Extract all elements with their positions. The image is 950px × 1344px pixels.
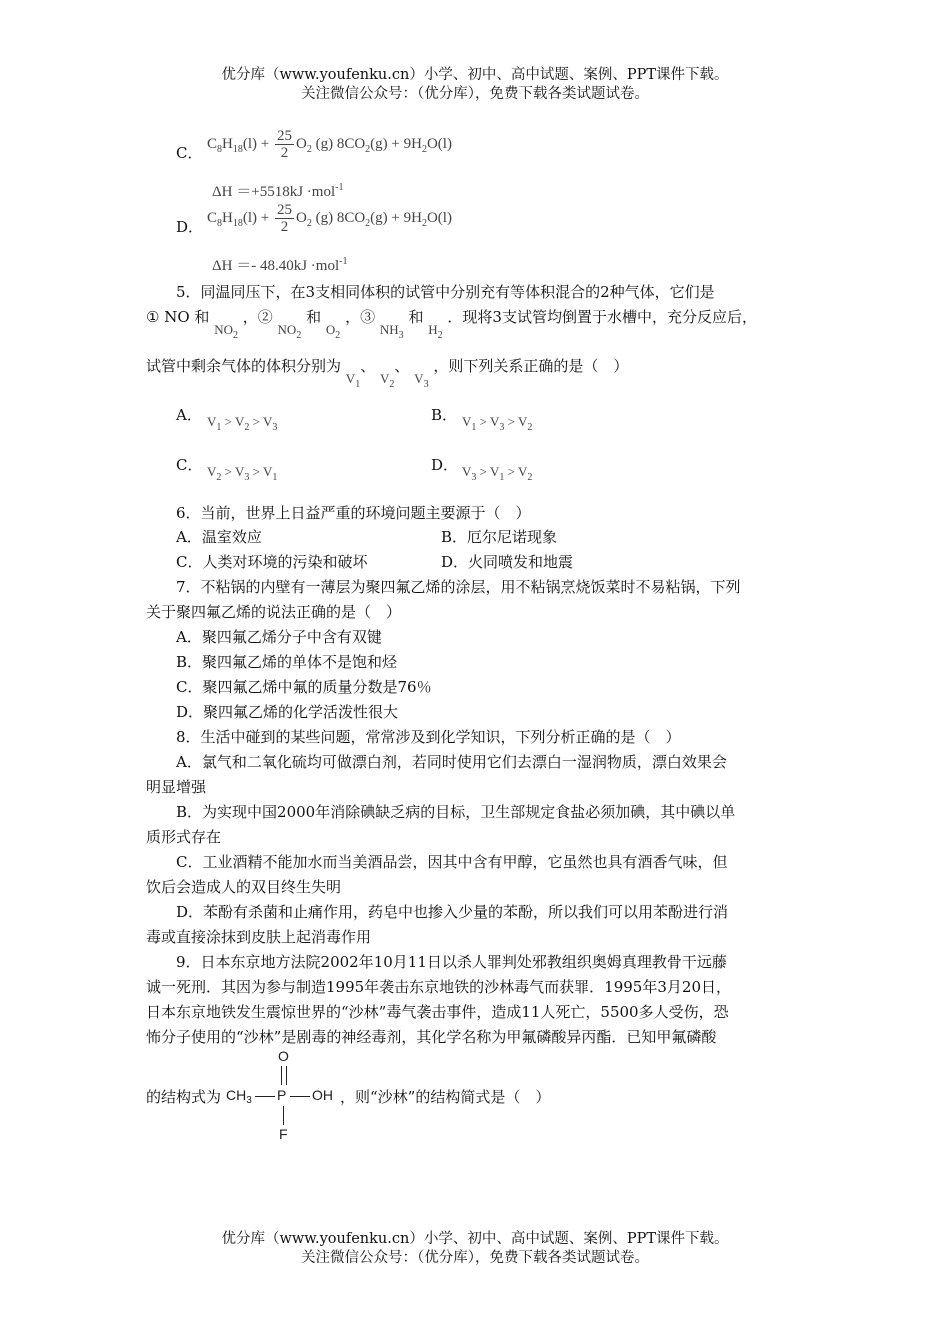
q4-option-c-enthalpy: ΔH ＝+5518kJ ·mol$^{-1}$: [212, 182, 344, 200]
q8-option-a-line1: A．氯气和二氧化硫均可做漂白剂，若同时使用它们去漂白一湿润物质，漂白效果会: [176, 753, 727, 771]
q6-stem: 6．当前，世界上日益严重的环境问题主要源于（ ）: [176, 504, 531, 522]
q5-option-a-label: A．: [176, 406, 202, 424]
q8-option-c-line2: 饮后会造成人的双目终生失明: [146, 878, 342, 896]
phosphorus-atom: P: [277, 1087, 287, 1103]
q8-stem: 8．生活中碰到的某些问题，常常涉及到化学知识，下列分析正确的是（ ）: [176, 728, 681, 746]
page-footer-line2: 关注微信公众号：（优分库），免费下载各类试题试卷。: [301, 1250, 649, 1266]
q9-stem-line2: 诚一死刑．其因为参与制造1995年袭击东京地铁的沙林毒气而获罪．1995年3月20日，: [146, 978, 731, 996]
q7-option-d: D．聚四氟乙烯的化学活泼性很大: [176, 703, 399, 721]
double-bond-line-2: [286, 1066, 287, 1085]
single-bond-right: [290, 1096, 310, 1097]
fraction: $\frac{25}{2}$: [276, 128, 292, 161]
q8-option-d-line1: D．苯酚有杀菌和止痛作用，药皂中也掺入少量的苯酚，所以我们可以用苯酚进行消: [176, 903, 729, 921]
q8-option-d-line2: 毒或直接涂抹到皮肤上起消毒作用: [146, 928, 372, 946]
page-header-line2: 关注微信公众号：（优分库），免费下载各类试题试卷。: [301, 86, 649, 102]
q9-stem-line1: 9．日本东京地方法院2002年10月11日以杀人罪判处邪教组织奥姆真理教骨干远藤: [176, 953, 727, 971]
q9-stem-line5b: ，则“沙林”的结构简式是（ ）: [340, 1088, 551, 1106]
q6-option-a: A．温室效应: [176, 528, 262, 546]
q6-option-b: B．厄尔尼诺现象: [441, 528, 558, 546]
single-bond-left: [255, 1096, 275, 1097]
q5-option-a-expr: $V_1 > V_2 > V_3$: [207, 414, 278, 433]
structural-formula: [226, 1048, 338, 1144]
q5-stem-line1: 5．同温同压下，在3支相同体积的试管中分别充有等体积混合的2种气体，它们是: [176, 283, 715, 301]
q4-option-c-label: C．: [176, 144, 203, 162]
q5-option-b-label: B．: [431, 406, 458, 424]
q5-option-b-expr: $V_1 > V_3 > V_2$: [462, 414, 533, 433]
q8-option-b-line2: 质形式存在: [146, 828, 222, 846]
q9-stem-line3: 日本东京地铁发生震惊世界的“沙林”毒气袭击事件，造成11人死亡，5500多人受伤，恐: [146, 1003, 729, 1021]
q4-option-d-label: D．: [176, 218, 204, 236]
q6-option-c: C．人类对环境的污染和破坏: [176, 553, 368, 571]
q8-option-c-line1: C．工业酒精不能加水而当美酒品尝，因其中含有甲醇，它虽然也具有酒香气味，但: [176, 853, 728, 871]
oxygen-atom: O: [278, 1048, 289, 1064]
q6-option-d: D．火同喷发和地震: [441, 553, 574, 571]
methyl-group: $CH_3$: [226, 1087, 252, 1106]
fluorine-atom: F: [279, 1126, 288, 1142]
page-footer-line1: 优分库（www.youfenku.cn）小学、初中、高中试题、案例、PPT课件下载。: [221, 1231, 729, 1247]
double-bond-line-1: [281, 1066, 282, 1085]
q5-option-d-expr: $V_3 > V_1 > V_2$: [462, 464, 533, 483]
hydroxyl-group: OH: [312, 1087, 333, 1103]
q7-option-a: A．聚四氟乙烯分子中含有双键: [176, 628, 382, 646]
q7-stem-line1: 7．不粘锅的内壁有一薄层为聚四氟乙烯的涂层，用不粘锅烹烧饭菜时不易粘锅，下列: [176, 578, 741, 596]
q4-option-c-equation: $C_8H_{18}(l)$ + $\frac{25}{2}$ $O_2$ (g) $8CO_2(g) + 9H_2O(l)$: [207, 128, 452, 161]
q5-stem-line2: ① NO 和 $NO_2$ ，② $NO_2$ 和 $O_2$ ，③ $NH_3$ 和 $H_2$ ．现将3支试管均倒置于水槽中，充分反应后，: [146, 308, 757, 341]
q5-option-c-expr: $V_2 > V_3 > V_1$: [207, 464, 278, 483]
q7-option-b: B．聚四氟乙烯的单体不是饱和烃: [176, 653, 398, 671]
fraction: $\frac{25}{2}$: [276, 202, 292, 235]
q8-option-a-line2: 明显增强: [146, 778, 207, 796]
q9-stem-line5a: 的结构式为: [146, 1088, 222, 1106]
q4-option-d-enthalpy: ΔH ＝- 48.40kJ ·mol$^{-1}$: [212, 256, 348, 274]
q4-option-d-equation: $C_8H_{18}(l)$ + $\frac{25}{2}$ $O_2$ (g) $8CO_2(g) + 9H_2O(l)$: [207, 202, 452, 235]
q5-option-d-label: D．: [431, 456, 459, 474]
q8-option-b-line1: B．为实现中国2000年消除碘缺乏病的目标，卫生部规定食盐必须加碘，其中碘以单: [176, 803, 736, 821]
single-bond-down: [283, 1106, 284, 1125]
page-header-line1: 优分库（www.youfenku.cn）小学、初中、高中试题、案例、PPT课件下载。: [221, 67, 729, 83]
q5-option-c-label: C．: [176, 456, 203, 474]
q7-stem-line2: 关于聚四氟乙烯的说法正确的是（ ）: [146, 603, 402, 621]
q9-stem-line4: 怖分子使用的“沙林”是剧毒的神经毒剂，其化学名称为甲氟磷酸异丙酯．已知甲氟磷酸: [146, 1028, 717, 1046]
q5-stem-line3: 试管中剩余气体的体积分别为 $V_1$、 $V_2$、 $V_3$ ，则下列关系正确的是（ ）: [146, 357, 629, 390]
q7-option-c: C．聚四氟乙烯中氟的质量分数是76％: [176, 678, 432, 696]
